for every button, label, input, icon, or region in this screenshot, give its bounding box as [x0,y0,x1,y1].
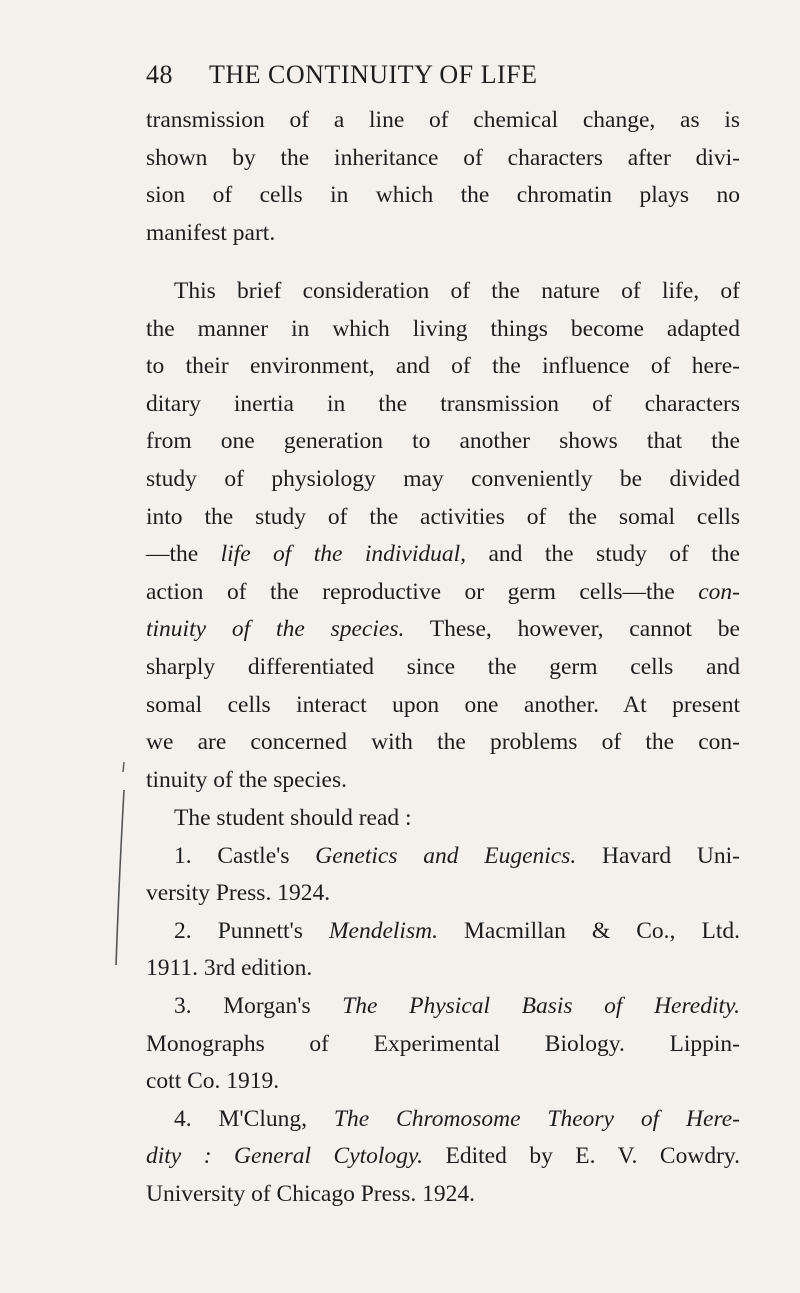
text-line: cott Co. 1919. [146,1068,280,1095]
text-line [146,913,740,951]
text-line [146,838,740,876]
book-title: Genetics and Eugenics. [315,842,577,869]
main-paragraph [146,273,740,799]
text-line: Monographs of Experimental Biology. Lippin- [146,1030,740,1057]
text-line: ditary inertia in the transmission of characters [146,390,740,417]
text-line: 1911. 3rd edition. [146,955,313,982]
text-line: versity Press. 1924. [146,880,331,907]
text-line: sharply differentiated since the germ cells and [146,653,740,680]
text-run: action of the reproductive or germ cells—the [146,578,699,605]
text-line: from one generation to another shows that the [146,428,740,455]
text-line: tinuity of the species. [146,766,348,793]
text-line: to their environment, and of the influence of here- [146,353,740,380]
reading-item-4 [146,1101,740,1214]
text-run: Castle's [191,842,316,869]
text-line: the manner in which living things become adapted [146,315,740,342]
text-line [146,536,740,574]
text-line [146,1101,740,1139]
reading-item-3 [146,988,740,1101]
text-line [146,988,740,1026]
item-number: 3. [174,992,192,1019]
text-line: somal cells interact upon one another. At present [146,691,740,718]
text-line: This brief consideration of the nature of life, of [174,278,740,304]
item-number: 2. [174,917,192,944]
text-run: Havard Uni- [576,842,741,869]
text-line: into the study of the activities of the somal cells [146,503,740,530]
italic-phrase: life of the individual, [220,541,467,568]
text-line: study of physiology may conveniently be divided [146,465,740,492]
text-line: we are concerned with the problems of the con- [146,729,740,756]
text-run: Punnett's [191,917,329,944]
continuation-paragraph [146,102,740,252]
book-title: Mendelism. [328,917,438,944]
text-line: University of Chicago Press. 1924. [146,1180,475,1207]
reading-item-1 [146,838,740,913]
text-line: transmission of a line of chemical change, as is [146,107,740,133]
reading-list [146,800,740,1214]
text-line [146,1138,740,1176]
text-run: Macmillan & Co., Ltd. [437,917,740,944]
text-run: Edited by E. V. Cowdry. [422,1143,740,1170]
book-title: The Physical Basis of Heredity. [342,992,741,1019]
reading-item-2 [146,913,740,988]
italic-phrase: con- [698,578,740,605]
running-header [146,60,538,90]
italic-phrase: tinuity of the species. [146,616,405,643]
text-line: manifest part. [146,219,276,246]
text-line: sion of cells in which the chromatin plays no [146,182,740,209]
reading-intro: The student should read : [174,805,412,831]
book-title: The Chromosome Theory of Here- [333,1105,740,1132]
text-line [146,574,740,612]
text-run: M'Clung, [191,1105,334,1132]
item-number: 4. [174,1105,192,1132]
text-run: Morgan's [191,992,343,1019]
page-number: 48 [146,60,173,89]
running-title: THE CONTINUITY OF LIFE [209,60,538,89]
text-run: These, however, cannot be [404,616,740,643]
text-line: shown by the inheritance of characters after divi- [146,144,740,171]
text-line [146,611,740,649]
text-run: —the [146,541,221,568]
text-run: and the study of the [466,541,740,568]
pencil-margin-mark [114,760,126,970]
book-title: dity : General Cytology. [146,1143,423,1170]
item-number: 1. [174,842,192,869]
